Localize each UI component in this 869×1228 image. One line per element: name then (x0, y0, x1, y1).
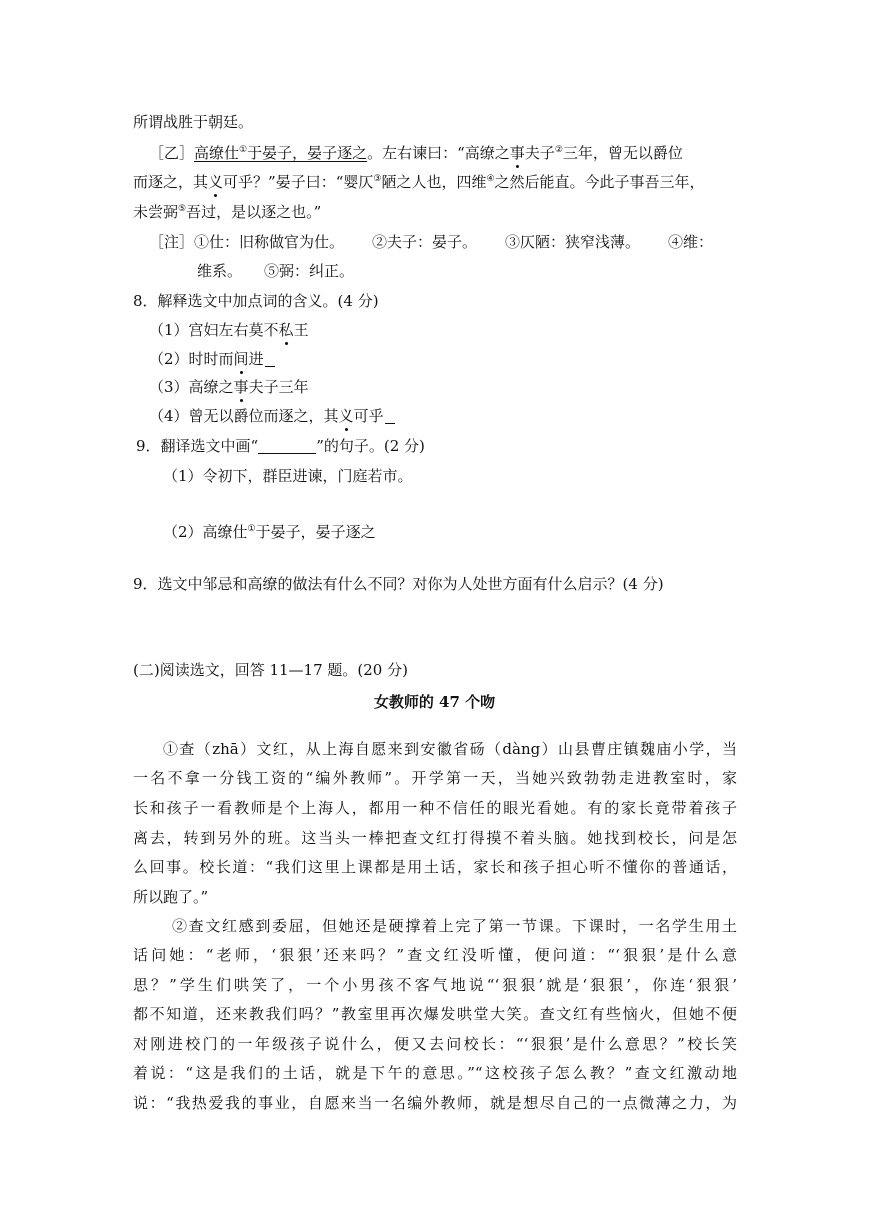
article-title: 女教师的 47 个吻 (373, 693, 496, 711)
text-line: 所谓战胜于朝廷。 (133, 113, 254, 131)
passage-yi-line-3: 未尝弼⑤吾过，是以逐之也。” (133, 203, 322, 221)
note-line-2: 维系。 ⑤弼：纠正。 (197, 262, 355, 280)
note-line-1: ［注］①仕：旧称做官为仕。 ②夫子：晏子。 ③仄陋：狭窄浅薄。 ④维： (149, 233, 714, 251)
answer-blank[interactable] (385, 409, 395, 424)
article-line: ②查文红感到委屈，但她还是硬撑着上完了第一节课。下课时，一名学生用土 (172, 917, 737, 935)
answer-blank[interactable] (265, 352, 275, 367)
article-line: 都不知道，还来教我们吗？”教室里再次爆发哄堂大笑。查文红有些恼火，但她不便 (133, 1005, 737, 1023)
article-line: 离去，转到另外的班。这当头一棒把查文红打得摸不着头脑。她找到校长，问是怎 (133, 829, 737, 847)
article-line: 着说：“这是我们的土话，就是下午的意思。”“这校孩子怎么教？”查文红激动地 (133, 1064, 737, 1082)
article-line: 所以跑了。” (133, 888, 209, 906)
question-8-item-2: （2）时时而间进 (149, 349, 275, 369)
article-line: 么回事。校长道：“我们这里上课都是用土话，家长和孩子担心听不懂你的普通话， (133, 858, 737, 876)
question-9-title: 9．翻译选文中画“ ”的句子。(2 分) (136, 437, 425, 455)
underlined-sentence: 高缭仕①于晏子，晏子逐之 (194, 144, 368, 162)
dotted-word: 义 (208, 173, 224, 191)
article-line: 话问她：“老师，‘狠狠’还来吗？”查文红没听懂，便问道：“‘狠狠’是什么意 (133, 946, 737, 964)
question-8-item-1: （1）宫妇左右莫不私王 (149, 321, 309, 339)
question-8-item-4: （4）曾无以爵位而逐之，其义可乎 (149, 406, 395, 426)
dotted-word: 事 (509, 144, 525, 162)
article-line: 思？”学生们哄笑了，一个小男孩不客气地说“‘狠狠’就是‘狠狠’，你连‘狠狠’ (133, 976, 737, 994)
question-8-item-3: （3）高缭之事夫子三年 (149, 378, 309, 396)
question-9-item-1: （1）令初下，群臣进谏，门庭若市。 (163, 467, 413, 485)
passage-yi-line-2: 而逐之，其义可乎？”晏子曰：“婴仄③陋之人也，四维④之然后能直。今此子事吾三年， (133, 173, 705, 191)
question-8-title: 8．解释选文中加点词的含义。(4 分) (133, 292, 379, 310)
underline-sample (258, 439, 316, 454)
question-9-item-2: （2）高缭仕①于晏子，晏子逐之 (163, 523, 376, 541)
article-line: ①查（zhā）文红，从上海自愿来到安徽省砀（dàng）山县曹庄镇魏庙小学，当 (163, 740, 737, 758)
article-line: 长和孩子一看教师是个上海人，都用一种不信任的眼光看她。有的家长竟带着孩子 (133, 799, 737, 817)
article-line: 说：“我热爱我的事业，自愿来当一名编外教师，就是想尽自己的一点微薄之力，为 (133, 1094, 737, 1112)
passage-yi-line-1: ［乙］高缭仕①于晏子，晏子逐之。左右谏曰：“高缭之事夫子②三年，曾无以爵位 (149, 144, 683, 162)
question-10: 9．选文中邹忌和高缭的做法有什么不同？对你为人处世方面有什么启示？(4 分) (133, 575, 664, 593)
article-line: 对刚进校门的一年级孩子说什么，便又去问校长：“‘狠狠’是什么意思？”校长笑 (133, 1035, 737, 1053)
article-line: 一名不拿一分钱工资的“编外教师”。开学第一天，当她兴致勃勃走进教室时，家 (133, 769, 737, 787)
section-2-heading: (二)阅读选文，回答 11—17 题。(20 分) (133, 661, 408, 679)
